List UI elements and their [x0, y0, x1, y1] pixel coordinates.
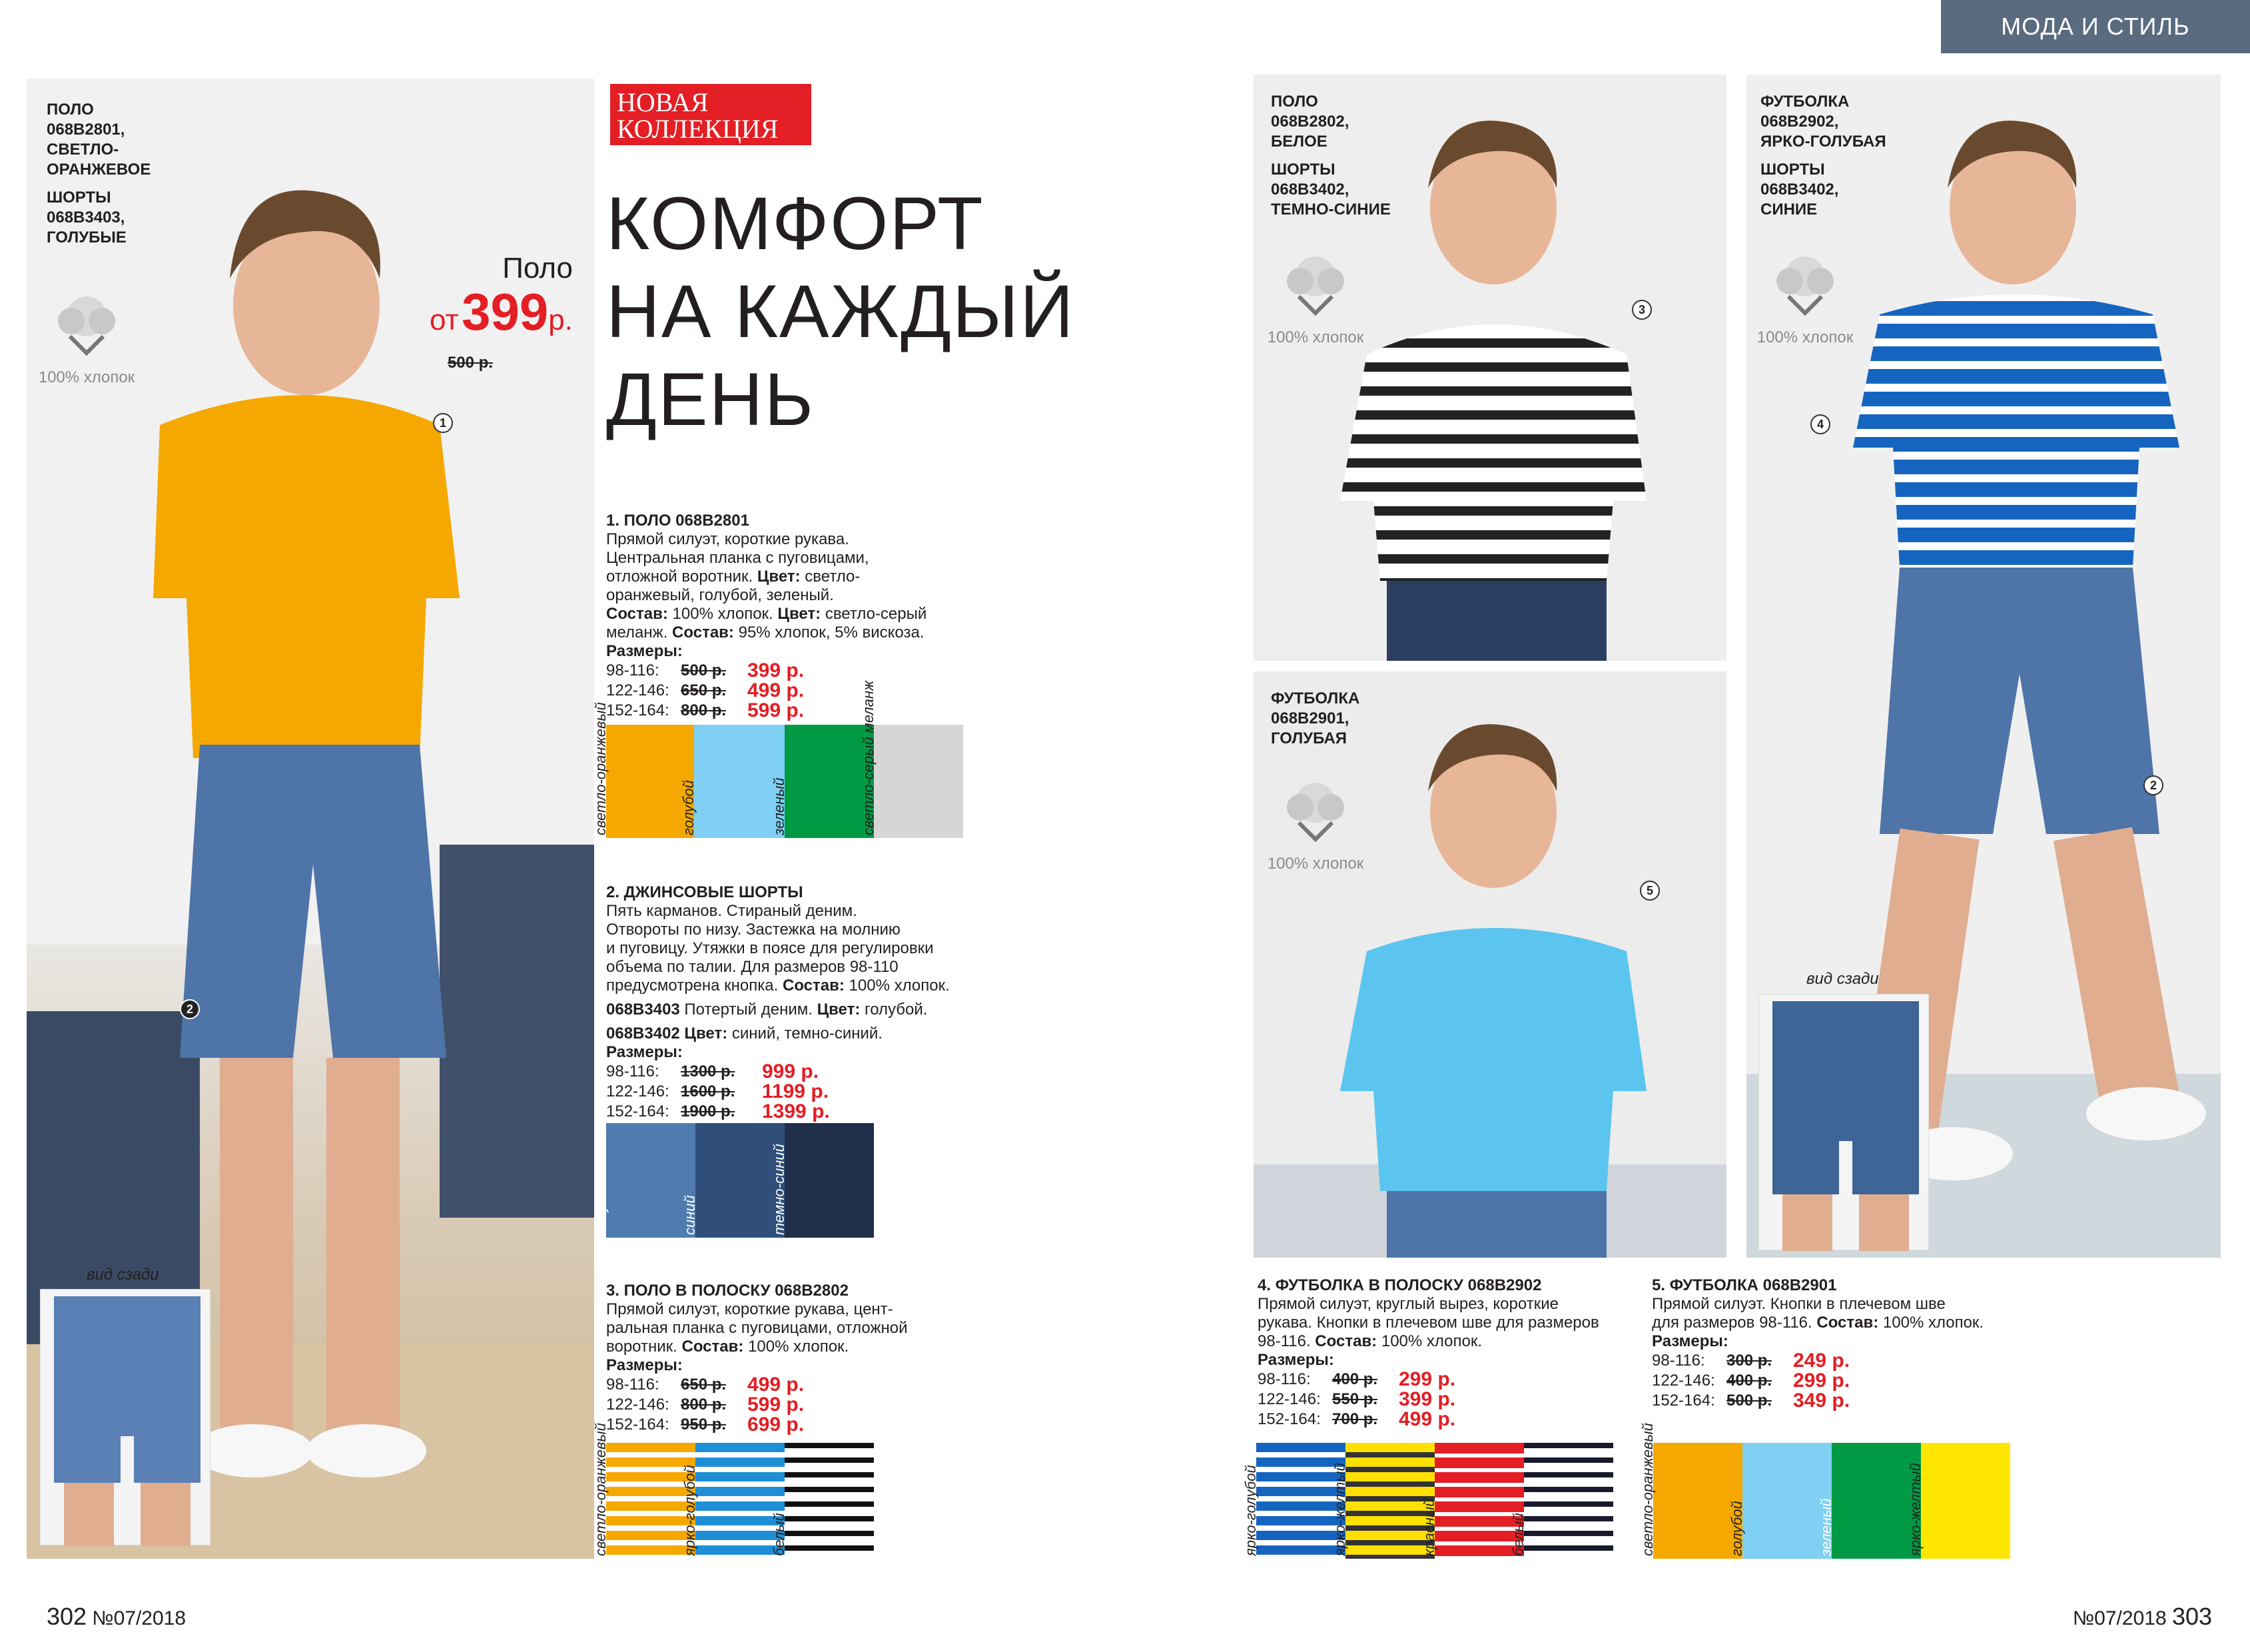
promo-price-line — [393, 282, 573, 354]
label-line: ЯРКО-ГОЛУБАЯ — [1760, 133, 1886, 151]
desc-text: синий, темно-синий. — [727, 1025, 883, 1042]
desc-text: 100% хлопок. — [743, 1338, 849, 1356]
size: 152-164: — [606, 1102, 669, 1120]
photo5-label — [1271, 689, 1359, 749]
product-5-swatches — [1639, 1423, 2010, 1559]
size: 98-116: — [1258, 1370, 1311, 1388]
label-line: ОРАНЖЕВОЕ — [47, 161, 151, 179]
product-title: 3. ПОЛО В ПОЛОСКУ 068В2802 — [606, 1282, 849, 1300]
price-row — [606, 701, 952, 721]
swatch-label: светло-оранжевый — [592, 702, 609, 835]
sizes-label: Размеры: — [606, 642, 683, 660]
new-price: 349 р. — [1793, 1390, 1850, 1412]
price-row — [606, 1082, 952, 1102]
product-title: 1. ПОЛО 068В2801 — [606, 512, 749, 530]
desc-text: 98-116. — [1258, 1332, 1315, 1350]
photo-boy-blue-tshirt — [1254, 671, 1726, 1258]
desc-text: 100% хлопок. — [844, 977, 950, 995]
size: 98-116: — [606, 661, 659, 679]
swatch — [1907, 1443, 2010, 1559]
swatch — [771, 1123, 874, 1238]
new-collection-badge — [610, 84, 811, 145]
desc-text: голубой. — [860, 1001, 928, 1019]
label-line: ТЕМНО-СИНИЕ — [1271, 201, 1391, 218]
callout-2b: 2 — [2143, 775, 2163, 795]
swatch-label: голубой — [592, 1180, 609, 1235]
label-line: 068В3402, — [1271, 181, 1349, 199]
desc-line: оранжевый, голубой, зеленый. — [606, 586, 834, 604]
product-title: 2. ДЖИНСОВЫЕ ШОРТЫ — [606, 883, 803, 901]
sizes-label: Размеры: — [1258, 1351, 1334, 1369]
swatch-label: темно-синий — [771, 1144, 787, 1235]
desc-label: Цвет: — [757, 568, 801, 586]
desc-text: меланж. — [606, 623, 673, 641]
swatch — [771, 1443, 874, 1559]
desc-label: Состав: — [672, 623, 734, 641]
headline-line: КОМФОРТ — [606, 182, 984, 265]
label-line: БЕЛОЕ — [1271, 133, 1327, 151]
issue-number: №07/2018 — [2073, 1607, 2167, 1629]
new-price: 699 р. — [747, 1414, 805, 1436]
new-price: 499 р. — [747, 1374, 805, 1396]
desc-label: Цвет: — [777, 605, 821, 623]
promo-amount: 399 — [462, 282, 549, 341]
swatch-label: зеленый — [1818, 1498, 1834, 1556]
product-1-info — [606, 512, 952, 721]
label-line: ШОРТЫ — [1271, 161, 1335, 179]
label-line: 068В2802, — [1271, 113, 1349, 131]
promo-from: от — [430, 304, 459, 336]
price-row — [606, 1395, 952, 1415]
label-line: 068В3403, — [47, 208, 125, 226]
promo-old-price: 500 р. — [447, 354, 493, 372]
desc-line: Прямой силуэт, короткие рукава. — [606, 530, 849, 548]
page-number: 303 — [2171, 1603, 2213, 1630]
new-price: 599 р. — [747, 699, 805, 721]
swatch-label: синий — [681, 1195, 698, 1235]
desc-line: и пуговицу. Утяжки в поясе для регулировки — [606, 939, 934, 957]
price-row — [606, 1062, 952, 1082]
desc-text: 100% хлопок. — [667, 605, 778, 623]
price-table — [1652, 1351, 2025, 1411]
desc-text: для размеров 98-116. — [1652, 1314, 1817, 1332]
old-price: 400 р. — [1332, 1370, 1378, 1388]
desc-line: Отвороты по низу. Застежка на молнию — [606, 921, 901, 939]
product-title: 5. ФУТБОЛКА 068В2901 — [1652, 1276, 1837, 1294]
price-row — [1258, 1410, 1631, 1430]
desc-label: Состав: — [1315, 1332, 1377, 1350]
size: 122-146: — [606, 681, 669, 699]
price-row — [606, 1375, 952, 1395]
section-tab: МОДА И СТИЛЬ — [1941, 0, 2250, 53]
product-2-swatches — [592, 1123, 874, 1238]
cotton-badge — [1262, 773, 1369, 873]
swatch-label: ярко-желтый — [1907, 1463, 1924, 1556]
new-price: 599 р. — [747, 1394, 805, 1416]
label-line: ГОЛУБАЯ — [1271, 729, 1347, 747]
label-line: ШОРТЫ — [1760, 161, 1825, 179]
sizes-label: Размеры: — [1652, 1332, 1728, 1350]
desc-label: Состав: — [681, 1338, 744, 1356]
old-price: 700 р. — [1332, 1410, 1378, 1428]
product-5-info — [1652, 1276, 2025, 1411]
badge-line: НОВАЯ — [617, 87, 709, 117]
desc-text: предусмотрена кнопка. — [606, 977, 783, 995]
label-line: СИНИЕ — [1760, 201, 1818, 218]
size: 98-116: — [606, 1376, 659, 1394]
price-table — [606, 1375, 952, 1435]
issue-number: №07/2018 — [92, 1607, 187, 1629]
desc-text: светло-серый — [821, 605, 927, 623]
old-price: 950 р. — [681, 1416, 727, 1434]
size: 122-146: — [1652, 1372, 1715, 1390]
callout-3: 3 — [1632, 300, 1652, 320]
label-line: 068В2901, — [1271, 709, 1349, 727]
price-table — [606, 1062, 952, 1122]
old-price: 650 р. — [681, 1376, 727, 1394]
new-price: 299 р. — [1793, 1370, 1850, 1392]
price-row — [606, 681, 952, 701]
price-row — [1258, 1390, 1631, 1410]
article: 068В3403 — [606, 1001, 680, 1019]
new-price: 499 р. — [1399, 1408, 1456, 1430]
new-price: 249 р. — [1793, 1350, 1850, 1372]
promo-label: Поло — [502, 252, 573, 284]
desc-text: 100% хлопок. — [1377, 1332, 1483, 1350]
swatch-label: зеленый — [771, 777, 787, 835]
callout-1: 1 — [433, 413, 453, 433]
swatch-label: светло-оранжевый — [1639, 1423, 1656, 1556]
label-line: СВЕТЛО- — [47, 141, 119, 159]
desc-line — [1652, 1314, 2025, 1332]
desc-label: Состав: — [782, 977, 845, 995]
swatch-label: ярко-голубой — [1242, 1465, 1259, 1556]
cotton-icon — [1279, 773, 1352, 846]
product-4-swatches — [1242, 1443, 1613, 1559]
old-price: 1300 р. — [681, 1062, 735, 1080]
footer-right — [2073, 1603, 2212, 1631]
swatch — [860, 680, 963, 838]
desc-line: Прямой силуэт. Кнопки в плечевом шве — [1652, 1295, 1946, 1313]
cotton-badge — [1262, 246, 1369, 347]
size: 152-164: — [1652, 1392, 1715, 1410]
price-row — [606, 1102, 952, 1122]
promo-price — [393, 252, 573, 372]
photo4-label — [1760, 92, 1886, 220]
new-price: 999 р. — [762, 1060, 819, 1082]
size: 152-164: — [1258, 1410, 1321, 1428]
old-price: 1600 р. — [681, 1082, 735, 1100]
swatch-label: голубой — [680, 780, 697, 835]
label-line: 068В3402, — [1760, 181, 1839, 199]
headline — [606, 180, 1075, 444]
old-price: 550 р. — [1332, 1390, 1378, 1408]
label-line: ПОЛО — [1271, 93, 1318, 111]
cotton-text: 100% хлопок — [1267, 328, 1364, 346]
new-price: 1399 р. — [762, 1100, 830, 1122]
cotton-icon — [1768, 246, 1842, 320]
back-view-illustration — [41, 1290, 211, 1546]
desc-text: отложной воротник. — [606, 568, 757, 586]
old-price: 800 р. — [681, 701, 727, 719]
cotton-badge — [1752, 246, 1858, 347]
desc-line: Прямой силуэт, короткие рукава, цент- — [606, 1300, 893, 1318]
swatch-label: светло-оранжевый — [592, 1423, 609, 1556]
label-line: ГОЛУБЫЕ — [47, 228, 127, 246]
cotton-text: 100% хлопок — [38, 368, 135, 386]
desc-text: 100% хлопок. — [1878, 1314, 1984, 1332]
back-view-caption: вид сзади — [1806, 970, 1879, 988]
old-price: 300 р. — [1726, 1352, 1772, 1370]
cotton-icon — [1279, 246, 1352, 320]
old-price: 500 р. — [681, 661, 727, 679]
desc-line — [606, 1025, 952, 1043]
desc-line: рукава. Кнопки в плечевом шве для размеров — [1258, 1314, 1599, 1332]
desc-line — [606, 568, 952, 586]
new-price: 299 р. — [1399, 1368, 1456, 1390]
label-line: 068В2902, — [1760, 113, 1839, 131]
label-line: 068В2801, — [47, 121, 125, 139]
product-2-info — [606, 883, 952, 1122]
product-title: 4. ФУТБОЛКА В ПОЛОСКУ 068В2902 — [1258, 1276, 1542, 1294]
size: 98-116: — [1652, 1352, 1705, 1370]
swatch-label: белый — [771, 1513, 787, 1556]
price-table — [606, 661, 952, 721]
old-price: 650 р. — [681, 681, 727, 699]
price-row — [1258, 1370, 1631, 1390]
desc-text: 95% хлопок, 5% вискоза. — [733, 623, 925, 641]
callout-2: 2 — [180, 999, 200, 1019]
desc-line — [606, 977, 952, 995]
callout-4: 4 — [1810, 414, 1830, 434]
desc-line: объема по талии. Для размеров 98-110 — [606, 958, 899, 976]
new-price: 1199 р. — [762, 1080, 829, 1102]
desc-label: Состав: — [606, 605, 668, 623]
old-price: 1900 р. — [681, 1102, 735, 1120]
new-price: 499 р. — [747, 679, 805, 701]
size: 122-146: — [1258, 1390, 1321, 1408]
callout-5: 5 — [1640, 881, 1660, 901]
swatch-label: голубой — [1728, 1501, 1745, 1556]
price-row — [1652, 1351, 2025, 1371]
desc-line — [606, 1338, 952, 1356]
photo5-illustration — [1254, 671, 1726, 1258]
price-row — [1652, 1371, 2025, 1391]
swatch-label: белый — [1510, 1513, 1527, 1556]
label-line: ШОРТЫ — [47, 189, 111, 206]
label-line: ПОЛО — [47, 101, 94, 119]
article: 068В3402 Цвет: — [606, 1025, 728, 1042]
desc-text: Потертый деним. — [679, 1001, 817, 1019]
size: 122-146: — [606, 1082, 669, 1100]
price-row — [1652, 1391, 2025, 1411]
cotton-text: 100% хлопок — [1267, 855, 1364, 873]
size: 152-164: — [606, 1416, 669, 1434]
product-4-info — [1258, 1276, 1631, 1430]
desc-text: светло- — [800, 568, 861, 586]
new-price: 399 р. — [1399, 1388, 1456, 1410]
label-line: ФУТБОЛКА — [1271, 689, 1360, 707]
new-price: 399 р. — [747, 659, 805, 681]
swatch-label: светло-серый меланж — [860, 680, 877, 835]
size: 98-116: — [606, 1062, 659, 1080]
desc-line: Прямой силуэт, круглый вырез, короткие — [1258, 1295, 1559, 1313]
swatch-label: ярко-голубой — [681, 1465, 698, 1556]
page-number: 302 — [47, 1603, 87, 1630]
back-view-photo-shorts-light — [40, 1289, 210, 1545]
desc-label: Состав: — [1816, 1314, 1879, 1332]
old-price: 800 р. — [681, 1396, 727, 1414]
cotton-icon — [50, 286, 123, 360]
footer-left — [47, 1603, 186, 1631]
desc-line: Центральная планка с пуговицами, — [606, 549, 869, 567]
back-view-illustration — [1759, 995, 1930, 1251]
desc-line: Пять карманов. Стираный деним. — [606, 902, 857, 920]
desc-line — [606, 623, 952, 642]
desc-line — [606, 1001, 952, 1019]
size: 122-146: — [606, 1396, 669, 1414]
sizes-label: Размеры: — [606, 1356, 683, 1374]
size: 152-164: — [606, 701, 669, 719]
cotton-text: 100% хлопок — [1756, 328, 1854, 346]
swatch-label: ярко-желтый — [1331, 1463, 1348, 1556]
photo1-label — [47, 100, 151, 248]
desc-line — [1258, 1332, 1631, 1351]
price-table — [1258, 1370, 1631, 1430]
price-row — [606, 661, 952, 681]
sizes-label: Размеры: — [606, 1043, 683, 1061]
desc-line: ральная планка с пуговицами, отложной — [606, 1319, 908, 1337]
old-price: 400 р. — [1726, 1372, 1772, 1390]
old-price: 500 р. — [1726, 1392, 1772, 1410]
price-row — [606, 1415, 952, 1435]
desc-label: Цвет: — [817, 1001, 861, 1019]
label-line: ФУТБОЛКА — [1760, 93, 1850, 111]
promo-currency: р. — [548, 304, 573, 336]
desc-line — [606, 605, 952, 623]
swatch — [1510, 1443, 1613, 1559]
cotton-badge — [33, 286, 140, 387]
product-3-info — [606, 1282, 952, 1435]
swatch-label: красный — [1421, 1498, 1437, 1556]
desc-text: воротник. — [606, 1338, 682, 1356]
back-view-caption: вид сзади — [87, 1266, 159, 1284]
photo3-label — [1271, 92, 1391, 220]
headline-line: ДЕНЬ — [606, 358, 815, 441]
back-view-photo-shorts-blue — [1758, 994, 1929, 1250]
badge-line: КОЛЛЕКЦИЯ — [617, 114, 779, 144]
headline-line: НА КАЖДЫЙ — [606, 270, 1075, 353]
